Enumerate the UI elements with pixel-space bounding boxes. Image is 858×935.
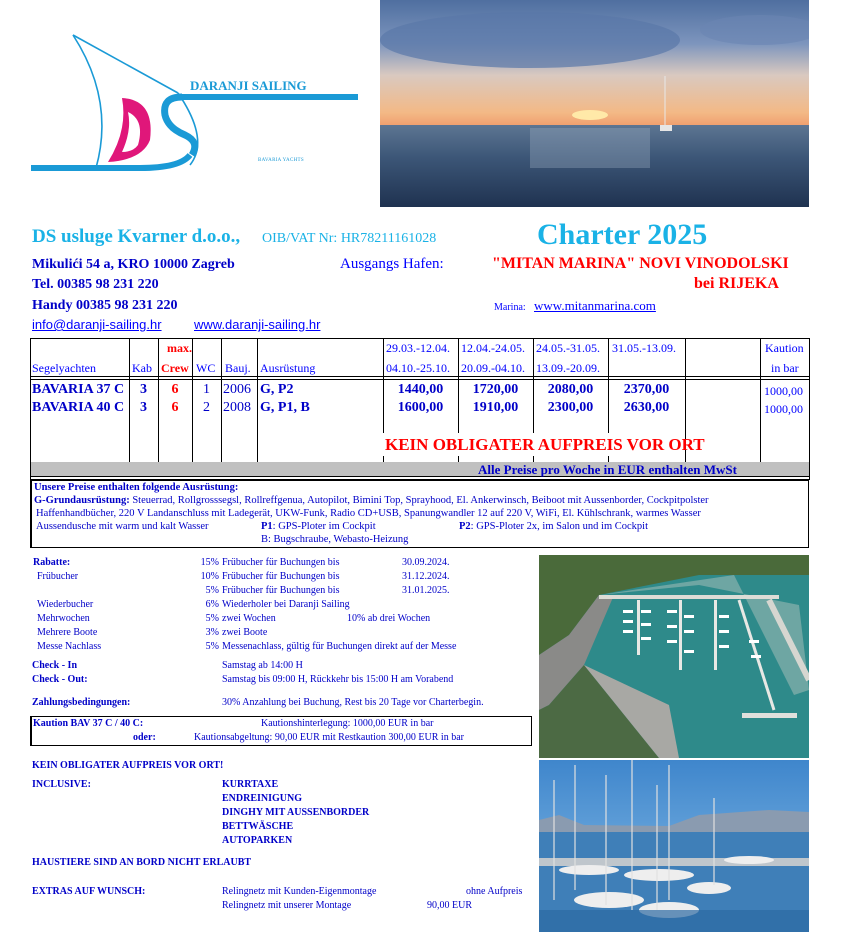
header-cabins: Kab — [132, 361, 152, 375]
logo-brand-text: DARANJI SAILING — [190, 78, 307, 93]
price-period-1: 1600,00 — [397, 400, 444, 415]
payment-label: Zahlungsbedingungen: — [32, 697, 131, 708]
discount-text: zwei Boote — [222, 627, 268, 638]
header-period-3: 24.05.-31.05. — [536, 341, 600, 355]
sail-logo-graphic — [30, 30, 360, 180]
extra-item: Relingnetz mit unserer Montage — [222, 900, 352, 911]
discounts-title: Rabatte: — [33, 557, 71, 568]
deposit-box — [30, 716, 532, 746]
mobile-phone: Handy 00385 98 231 220 — [32, 298, 178, 313]
equipment-code: G, P2 — [260, 382, 294, 397]
checkout-text: Samstag bis 09:00 H, Rückkehr bis 15:00 H am Vorabend — [222, 674, 454, 685]
discount-date: 31.01.2025. — [402, 585, 450, 596]
header-period-2: 12.04.-24.05. — [461, 341, 525, 355]
address: Mikulići 54 a, KRO 10000 Zagreb — [32, 257, 235, 272]
price-period-3: 2300,00 — [547, 400, 594, 415]
year-built: 2006 — [223, 382, 251, 397]
p2-label: P2 — [459, 521, 471, 532]
yacht-name: BAVARIA 37 C — [32, 382, 125, 397]
vat-number: OIB/VAT Nr: HR78211161028 — [262, 231, 437, 246]
checkin-label: Check - In — [32, 660, 78, 671]
company-name: DS usluge Kvarner d.o.o., — [32, 226, 241, 247]
deposit-amount: 1000,00 — [764, 384, 803, 398]
no-extra-charge-notice: KEIN OBLIGATER AUFPREIS VOR ORT — [385, 435, 705, 454]
deposit-amount: 1000,00 — [764, 402, 803, 416]
discount-text: Messenachlass, gültig für Buchungen direkt auf der Messe — [222, 641, 457, 652]
header-equipment: Ausrüstung — [260, 361, 316, 375]
inclusive-item: KURRTAXE — [222, 779, 279, 790]
table-header-divider-double — [30, 379, 810, 380]
wc: 1 — [203, 382, 210, 397]
inclusive-label: INCLUSIVE: — [32, 779, 91, 790]
header-period-2b: 20.09.-04.10. — [461, 361, 525, 375]
price-period-3: 2080,00 — [547, 382, 594, 397]
harbor-label: Ausgangs Hafen: — [340, 256, 444, 272]
discount-text: Frübucher für Buchungen bis — [222, 585, 340, 596]
marina-website-link[interactable]: www.mitanmarina.com — [534, 298, 656, 313]
cabins: 3 — [140, 400, 147, 415]
harbor-name: "MITAN MARINA" NOVI VINODOLSKI — [492, 255, 789, 272]
marina-label: Marina: — [494, 302, 526, 313]
extra-price: ohne Aufpreis — [466, 886, 523, 897]
discount-label: Frübucher — [37, 571, 79, 582]
discount-label: Mehrere Boote — [37, 627, 98, 638]
header-deposit-cash: in bar — [771, 361, 799, 375]
discount-text: zwei Wochen — [222, 613, 276, 624]
inclusive-item: BETTWÄSCHE — [222, 821, 294, 832]
crew: 6 — [171, 400, 179, 415]
harbor-yachts-photo — [539, 760, 809, 932]
website-link[interactable]: www.daranji-sailing.hr — [194, 317, 321, 332]
checkin-text: Samstag ab 14:00 H — [222, 660, 303, 671]
discount-percent: 5% — [205, 585, 219, 596]
discount-percent: 5% — [205, 641, 219, 652]
price-period-1: 1440,00 — [397, 382, 444, 397]
bavaria-yachts-logo: BAVARIA YACHTS — [258, 158, 304, 163]
discount-percent: 10% — [200, 571, 219, 582]
discount-text: Frübucher für Buchungen bis — [222, 571, 340, 582]
b-equipment-text: B: Bugschraube, Webasto-Heizung — [261, 534, 409, 545]
extra-item: Relingnetz mit Kunden-Eigenmontage — [222, 886, 377, 897]
pets-notice: HAUSTIERE SIND AN BORD NICHT ERLAUBT — [32, 857, 252, 868]
base-equipment-text: Steuerrad, Rollgrosssegsl, Rollreffgenua, Autopilot, Bimini Top, Sprayhood, El. Ankerwinsch, Beiboot mit Aussenborder, Cockpitpolster — [132, 495, 709, 506]
discount-percent: 15% — [200, 557, 219, 568]
payment-text: 30% Anzahlung bei Buchung, Rest bis 20 Tage vor Charterbegin. — [222, 697, 484, 708]
p1-label: P1 — [261, 521, 273, 532]
extra-price: 90,00 EUR — [427, 900, 472, 911]
base-equipment-text-3: Aussendusche mit warm und kalt Wasser — [36, 521, 209, 532]
yacht-name: BAVARIA 40 C — [32, 400, 125, 415]
header-crew: Crew — [161, 361, 189, 375]
cabins: 3 — [140, 382, 147, 397]
inclusive-item: ENDREINIGUNG — [222, 793, 303, 804]
header-period-1b: 04.10.-25.10. — [386, 361, 450, 375]
equipment-box — [30, 480, 809, 548]
header-yachts: Segelyachten — [32, 361, 96, 375]
discount-percent: 3% — [205, 627, 219, 638]
deposit-line-2: Kautionsabgeltung: 90,00 EUR mit Restkaution 300,00 EUR in bar — [194, 732, 464, 743]
discount-extra-weeks: 10% ab drei Wochen — [347, 613, 431, 624]
discount-label: Mehrwochen — [37, 613, 90, 624]
price-period-4: 2630,00 — [623, 400, 670, 415]
crew: 6 — [171, 382, 179, 397]
header-wc: WC — [196, 361, 216, 375]
header-period-4: 31.05.-13.09. — [612, 341, 676, 355]
wc: 2 — [203, 400, 210, 415]
price-period-2: 1720,00 — [472, 382, 519, 397]
marina-aerial-photo — [539, 555, 809, 758]
inclusive-item: DINGHY MIT AUSSENBORDER — [222, 807, 370, 818]
deposit-or: oder: — [133, 732, 156, 743]
extras-label: EXTRAS AUF WUNSCH: — [32, 886, 146, 897]
email-link[interactable]: info@daranji-sailing.hr — [32, 317, 162, 332]
harbor-location: bei RIJEKA — [694, 275, 779, 292]
year-built: 2008 — [223, 400, 251, 415]
base-equipment-text-2: Haffenhandbücher, 220 V Landanschluss mit Ladegerät, UKW-Funk, Radio CD+USB, Spanungwandler 12 auf 220 V, WiFi, El. Kühlschrank, warmes Wasser — [36, 508, 701, 519]
price-period-2: 1910,00 — [472, 400, 519, 415]
p1-text: : GPS-Ploter im Cockpit — [272, 521, 376, 532]
header-deposit: Kaution — [765, 341, 804, 355]
checkout-label: Check - Out: — [32, 674, 88, 685]
header-period-1: 29.03.-12.04. — [386, 341, 450, 355]
discount-label: Wiederbucher — [37, 599, 94, 610]
discount-text: Wiederholer bei Daranji Sailing — [222, 599, 350, 610]
table-header-divider — [30, 376, 810, 377]
daranji-sailing-logo — [30, 30, 360, 180]
discount-percent: 6% — [205, 599, 219, 610]
equipment-title: Unsere Preise enthalten folgende Ausrüstung: — [34, 482, 239, 493]
deposit-line-1: Kautionshinterlegung: 1000,00 EUR in bar — [261, 718, 434, 729]
prices-note: Alle Preise pro Woche in EUR enthalten MwSt — [478, 462, 737, 477]
equipment-code: G, P1, B — [260, 400, 310, 415]
header-period-3b: 13.09.-20.09. — [536, 361, 600, 375]
discount-text: Frübucher für Buchungen bis — [222, 557, 340, 568]
telephone: Tel. 00385 98 231 220 — [32, 277, 159, 292]
inclusive-notice: KEIN OBLIGATER AUFPREIS VOR ORT! — [32, 760, 224, 771]
p2-text: : GPS-Ploter 2x, im Salon und im Cockpit — [470, 521, 649, 532]
header-crew-max: max. — [167, 341, 192, 355]
inclusive-item: AUTOPARKEN — [222, 835, 293, 846]
price-period-4: 2370,00 — [623, 382, 670, 397]
discount-date: 31.12.2024. — [402, 571, 450, 582]
page-title: Charter 2025 — [537, 218, 708, 251]
header-year: Bauj. — [225, 361, 251, 375]
table-border-top — [30, 338, 810, 339]
discount-label: Messe Nachlass — [37, 641, 102, 652]
discount-date: 30.09.2024. — [402, 557, 450, 568]
sunset-sailboat-photo — [380, 0, 809, 207]
base-equipment-label: G-Grundausrüstung: — [34, 495, 130, 506]
discount-percent: 5% — [205, 613, 219, 624]
deposit-label: Kaution BAV 37 C / 40 C: — [33, 718, 144, 729]
price-table — [30, 338, 810, 478]
